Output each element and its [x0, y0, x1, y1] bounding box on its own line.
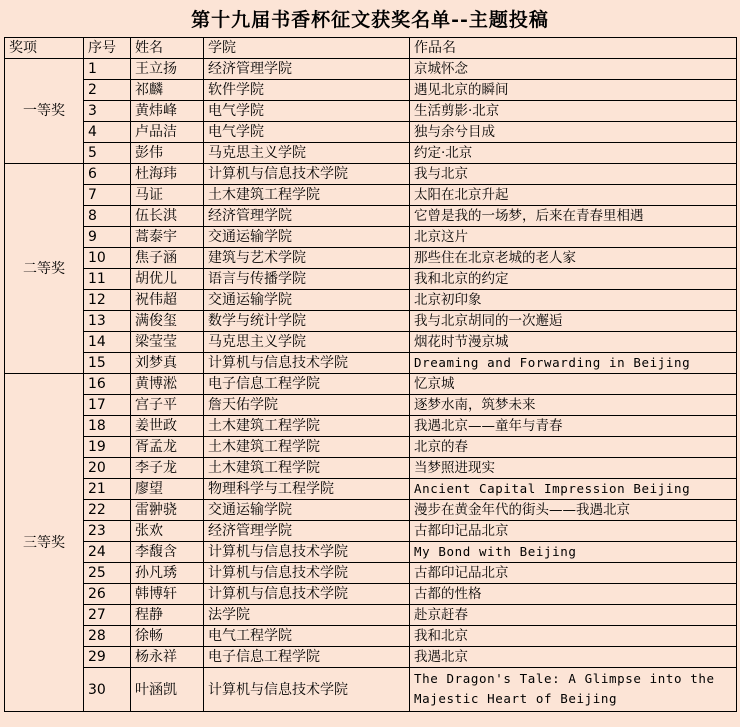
number-cell: 18	[84, 416, 131, 437]
work-title-cell: Dreaming and Forwarding in Beijing	[410, 353, 737, 374]
work-title-cell: 我与北京	[410, 164, 737, 185]
table-row	[5, 227, 737, 248]
school-cell: 土木建筑工程学院	[204, 185, 410, 206]
name-cell: 张欢	[131, 521, 204, 542]
work-title-cell: 忆京城	[410, 374, 737, 395]
work-title-cell: 它曾是我的一场梦，后来在青春里相遇	[410, 206, 737, 227]
name-cell: 徐畅	[131, 626, 204, 647]
name-cell: 杨永祥	[131, 647, 204, 668]
table-row	[5, 584, 737, 605]
table-row	[5, 647, 737, 668]
number-cell: 17	[84, 395, 131, 416]
school-cell: 电子信息工程学院	[204, 647, 410, 668]
number-cell: 21	[84, 479, 131, 500]
table-row	[5, 311, 737, 332]
number-cell: 4	[84, 122, 131, 143]
table-row	[5, 80, 737, 101]
name-cell: 祁麟	[131, 80, 204, 101]
school-cell: 土木建筑工程学院	[204, 416, 410, 437]
work-title-cell: 逐梦水南，筑梦未来	[410, 395, 737, 416]
table-row	[5, 458, 737, 479]
name-cell: 焦子涵	[131, 248, 204, 269]
name-cell: 杜海玮	[131, 164, 204, 185]
school-cell: 计算机与信息技术学院	[204, 563, 410, 584]
school-cell: 电气工程学院	[204, 626, 410, 647]
work-title-cell: 约定·北京	[410, 143, 737, 164]
number-cell: 29	[84, 647, 131, 668]
work-title-cell: 当梦照进现实	[410, 458, 737, 479]
number-cell: 14	[84, 332, 131, 353]
table-row	[5, 395, 737, 416]
name-cell: 伍长淇	[131, 206, 204, 227]
work-title-cell: 古都的性格	[410, 584, 737, 605]
number-cell: 3	[84, 101, 131, 122]
number-cell: 13	[84, 311, 131, 332]
table-row	[5, 416, 737, 437]
name-cell: 卢品洁	[131, 122, 204, 143]
header-prize: 奖项	[5, 38, 84, 59]
name-cell: 姜世政	[131, 416, 204, 437]
school-cell: 土木建筑工程学院	[204, 437, 410, 458]
number-cell: 27	[84, 605, 131, 626]
work-title-cell: My Bond with Beijing	[410, 542, 737, 563]
name-cell: 祝伟超	[131, 290, 204, 311]
school-cell: 计算机与信息技术学院	[204, 668, 410, 712]
school-cell: 经济管理学院	[204, 59, 410, 80]
table-row	[5, 164, 737, 185]
name-cell: 王立扬	[131, 59, 204, 80]
school-cell: 电气学院	[204, 101, 410, 122]
number-cell: 2	[84, 80, 131, 101]
work-title-cell: 古都印记品北京	[410, 563, 737, 584]
number-cell: 15	[84, 353, 131, 374]
number-cell: 8	[84, 206, 131, 227]
work-title-cell: 我和北京	[410, 626, 737, 647]
school-cell: 法学院	[204, 605, 410, 626]
work-title-cell: 古都印记品北京	[410, 521, 737, 542]
number-cell: 7	[84, 185, 131, 206]
number-cell: 12	[84, 290, 131, 311]
number-cell: 5	[84, 143, 131, 164]
number-cell: 23	[84, 521, 131, 542]
table-row	[5, 563, 737, 584]
name-cell: 马证	[131, 185, 204, 206]
name-cell: 宫子平	[131, 395, 204, 416]
work-title-cell: 北京初印象	[410, 290, 737, 311]
name-cell: 刘梦真	[131, 353, 204, 374]
number-cell: 22	[84, 500, 131, 521]
table-row	[5, 185, 737, 206]
school-cell: 马克思主义学院	[204, 332, 410, 353]
school-cell: 计算机与信息技术学院	[204, 353, 410, 374]
prize-level-cell: 二等奖	[5, 164, 84, 374]
school-cell: 数学与统计学院	[204, 311, 410, 332]
table-row	[5, 668, 737, 712]
work-title-cell: 我与北京胡同的一次邂逅	[410, 311, 737, 332]
table-row	[5, 605, 737, 626]
name-cell: 蒿泰宇	[131, 227, 204, 248]
header-number: 序号	[84, 38, 131, 59]
name-cell: 胡优儿	[131, 269, 204, 290]
name-cell: 李子龙	[131, 458, 204, 479]
number-cell: 10	[84, 248, 131, 269]
name-cell: 梁莹莹	[131, 332, 204, 353]
award-table-body	[5, 59, 737, 712]
table-row	[5, 206, 737, 227]
number-cell: 1	[84, 59, 131, 80]
prize-level-cell: 三等奖	[5, 374, 84, 712]
table-row	[5, 479, 737, 500]
name-cell: 叶涵凯	[131, 668, 204, 712]
work-title-cell: 赴京赶春	[410, 605, 737, 626]
table-row	[5, 290, 737, 311]
table-row	[5, 353, 737, 374]
work-title-cell: 北京这片	[410, 227, 737, 248]
work-title-cell: 我遇北京——童年与青春	[410, 416, 737, 437]
name-cell: 韩博轩	[131, 584, 204, 605]
table-row	[5, 143, 737, 164]
number-cell: 25	[84, 563, 131, 584]
number-cell: 19	[84, 437, 131, 458]
header-school: 学院	[204, 38, 410, 59]
school-cell: 交通运输学院	[204, 500, 410, 521]
name-cell: 黄炜峰	[131, 101, 204, 122]
work-title-cell: 那些住在北京老城的老人家	[410, 248, 737, 269]
number-cell: 6	[84, 164, 131, 185]
name-cell: 黄博淞	[131, 374, 204, 395]
school-cell: 计算机与信息技术学院	[204, 584, 410, 605]
work-title-cell: 京城怀念	[410, 59, 737, 80]
school-cell: 软件学院	[204, 80, 410, 101]
number-cell: 24	[84, 542, 131, 563]
number-cell: 28	[84, 626, 131, 647]
school-cell: 计算机与信息技术学院	[204, 164, 410, 185]
school-cell: 计算机与信息技术学院	[204, 542, 410, 563]
school-cell: 电气学院	[204, 122, 410, 143]
prize-level-cell: 一等奖	[5, 59, 84, 164]
work-title-cell: 漫步在黄金年代的街头——我遇北京	[410, 500, 737, 521]
name-cell: 雷翀骁	[131, 500, 204, 521]
number-cell: 20	[84, 458, 131, 479]
award-table	[4, 37, 737, 712]
work-title-cell: 独与余兮目成	[410, 122, 737, 143]
school-cell: 经济管理学院	[204, 206, 410, 227]
table-row	[5, 374, 737, 395]
number-cell: 30	[84, 668, 131, 712]
number-cell: 11	[84, 269, 131, 290]
school-cell: 交通运输学院	[204, 227, 410, 248]
header-row	[5, 38, 737, 59]
school-cell: 詹天佑学院	[204, 395, 410, 416]
table-row	[5, 332, 737, 353]
table-row	[5, 626, 737, 647]
name-cell: 廖望	[131, 479, 204, 500]
name-cell: 李馥含	[131, 542, 204, 563]
work-title-cell: 太阳在北京升起	[410, 185, 737, 206]
school-cell: 建筑与艺术学院	[204, 248, 410, 269]
table-row	[5, 521, 737, 542]
work-title-cell: 生活剪影·北京	[410, 101, 737, 122]
work-title-cell: 烟花时节漫京城	[410, 332, 737, 353]
school-cell: 土木建筑工程学院	[204, 458, 410, 479]
number-cell: 26	[84, 584, 131, 605]
work-title-cell: Ancient Capital Impression Beijing	[410, 479, 737, 500]
school-cell: 交通运输学院	[204, 290, 410, 311]
name-cell: 孙凡琇	[131, 563, 204, 584]
header-name: 姓名	[131, 38, 204, 59]
table-row	[5, 269, 737, 290]
work-title-cell: 我遇北京	[410, 647, 737, 668]
page-title: 第十九届书香杯征文获奖名单--主题投稿	[191, 9, 549, 31]
table-row	[5, 437, 737, 458]
table-row	[5, 542, 737, 563]
school-cell: 物理科学与工程学院	[204, 479, 410, 500]
school-cell: 经济管理学院	[204, 521, 410, 542]
table-row	[5, 500, 737, 521]
name-cell: 彭伟	[131, 143, 204, 164]
school-cell: 语言与传播学院	[204, 269, 410, 290]
work-title-cell: The Dragon's Tale: A Glimpse into the Majestic Heart of Beijing	[410, 668, 737, 712]
number-cell: 16	[84, 374, 131, 395]
table-row	[5, 101, 737, 122]
work-title-cell: 北京的春	[410, 437, 737, 458]
name-cell: 满俊玺	[131, 311, 204, 332]
school-cell: 马克思主义学院	[204, 143, 410, 164]
work-title-cell: 我和北京的约定	[410, 269, 737, 290]
table-row	[5, 59, 737, 80]
name-cell: 程静	[131, 605, 204, 626]
table-row	[5, 122, 737, 143]
name-cell: 胥孟龙	[131, 437, 204, 458]
header-work: 作品名	[410, 38, 737, 59]
table-row	[5, 248, 737, 269]
work-title-cell: 遇见北京的瞬间	[410, 80, 737, 101]
number-cell: 9	[84, 227, 131, 248]
school-cell: 电子信息工程学院	[204, 374, 410, 395]
